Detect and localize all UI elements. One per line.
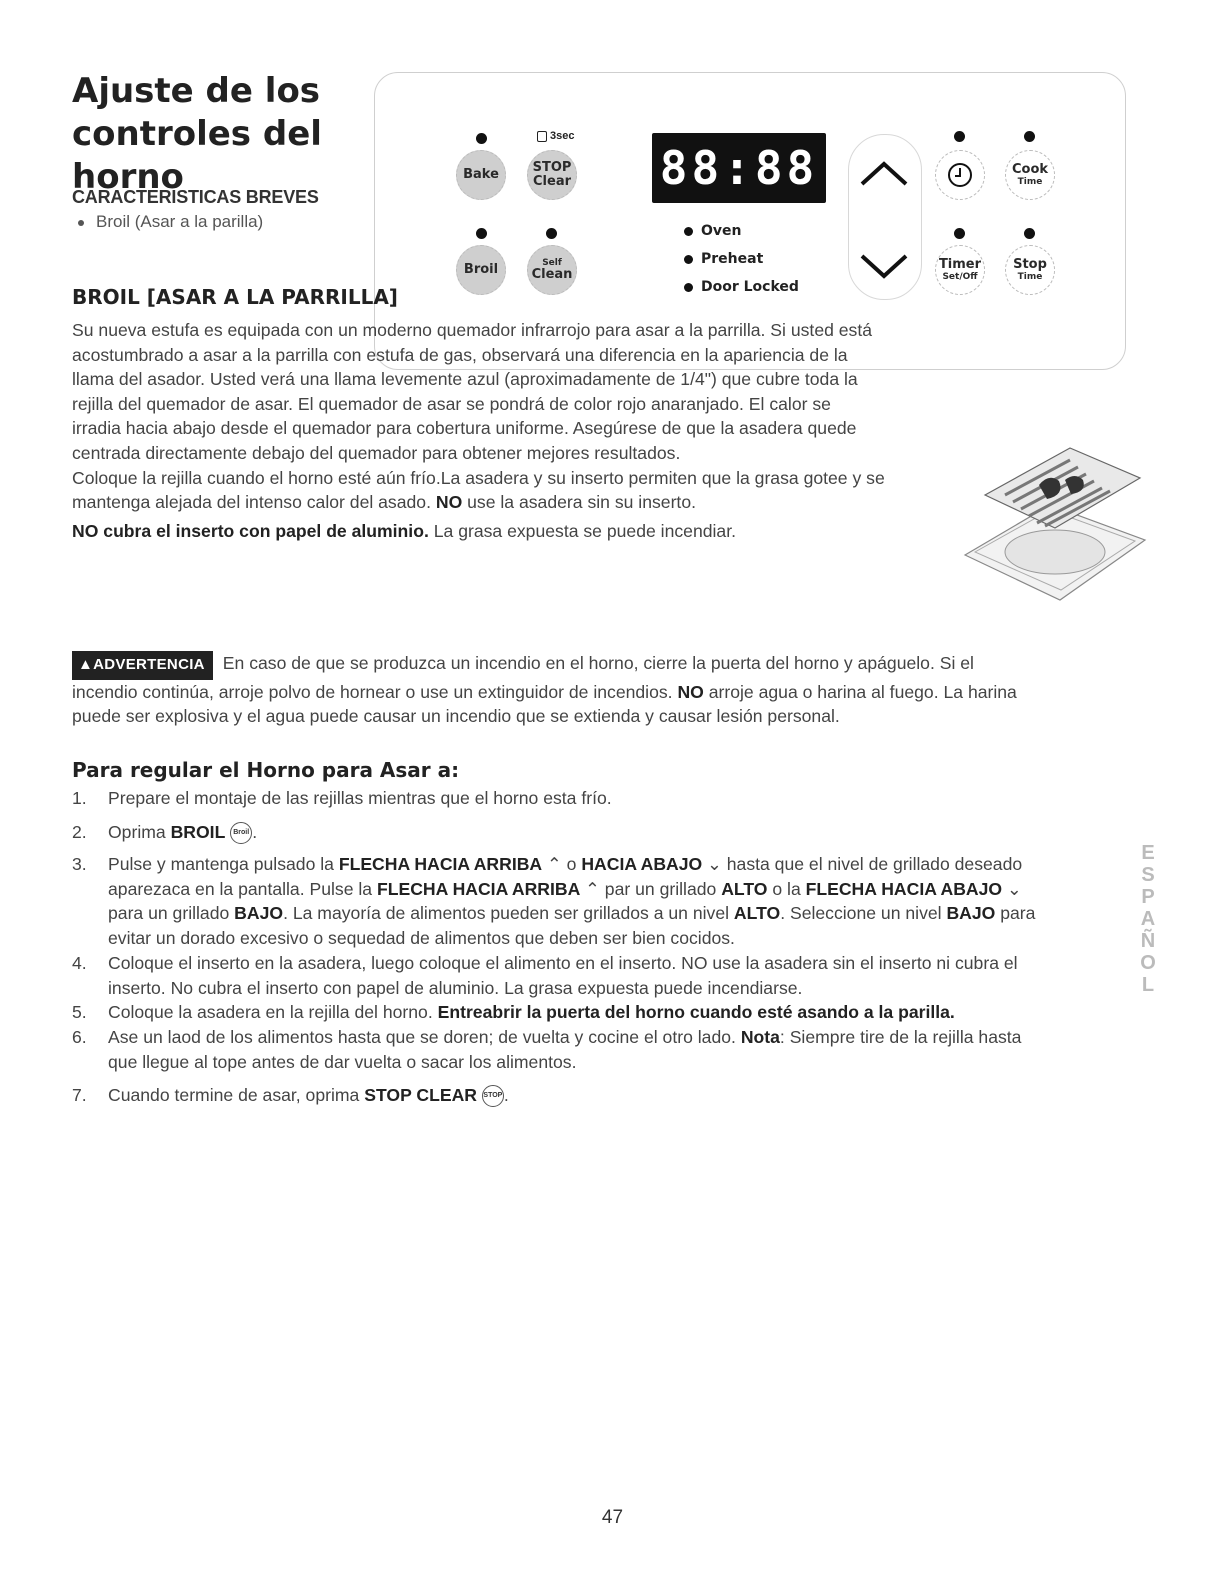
step-7: 7. Cuando termine de asar, oprima STOP CLEAR STOP.: [72, 1083, 1148, 1108]
side-label-letter: S: [1141, 864, 1155, 886]
broil-button[interactable]: Broil: [456, 245, 506, 295]
arrow-down-small-icon: ⌄: [1006, 878, 1022, 899]
bake-led: [476, 133, 487, 144]
indicator-led: [684, 255, 693, 264]
clock-button[interactable]: [935, 150, 985, 200]
arrow-up-small-icon: ⌃: [585, 878, 600, 899]
indicator-led: [684, 283, 693, 292]
side-label-letter: O: [1140, 952, 1156, 974]
arrow-up-small-icon: ⌃: [547, 854, 562, 874]
step-1: 1. Prepare el montaje de las rejillas mientras que el horno esta frío.: [72, 788, 612, 808]
page-title: Ajuste de los controles del horno: [72, 71, 322, 197]
self-clean-button[interactable]: Self Clean: [527, 245, 577, 295]
bullet-icon: [78, 220, 84, 226]
broil-button-icon: Broil: [230, 822, 252, 844]
side-label-letter: A: [1140, 908, 1156, 930]
digital-display: 88:88: [652, 133, 826, 203]
step-6: 6. Ase un laod de los alimentos hasta que se doren; de vuelta y cocine el otro lado. Nota: Siempre tire de la rejilla hasta que llegue al tope antes de dar vuelta o sacar los alimentos.: [72, 1027, 1022, 1072]
arrow-down-icon[interactable]: [858, 252, 910, 282]
step-5: 5. Coloque la asadera en la rejilla del horno. Entreabrir la puerta del horno cuando esté asando a la parilla.: [72, 1002, 955, 1022]
subtitle: CARACTERISTICAS BREVES: [72, 187, 319, 207]
stop-clear-button[interactable]: STOP Clear: [527, 150, 577, 200]
indicator-preheat: Preheat: [684, 251, 763, 267]
broil-led: [476, 228, 487, 239]
side-label-letter: Ñ: [1140, 930, 1156, 952]
indicator-oven: Oven: [684, 223, 742, 239]
timer-led: [954, 228, 965, 239]
timer-button[interactable]: Timer Set/Off: [935, 245, 985, 295]
clock-icon: [947, 162, 973, 188]
side-language-label: [1133, 842, 1163, 996]
indicator-door-locked: Door Locked: [684, 279, 799, 295]
side-label-letter: L: [1141, 974, 1155, 996]
self-clean-led: [546, 228, 557, 239]
indicator-led: [684, 227, 693, 236]
lock-hint: 3sec: [537, 130, 574, 142]
step-3: 3. Pulse y mantenga pulsado la FLECHA HACIA ARRIBA ⌃ o HACIA ABAJO ⌄ hasta que el nivel de grillado deseado aparezaca en la pantalla. Pulse la FLECHA HACIA ARRIBA ⌃ par un grillado ALTO o la FLECHA HACIA ABAJO ⌄ para un grillado BAJO. La mayoría de alimentos pueden ser grillados a un nivel ALTO. Seleccione un nivel BAJO para evitar un dorado excesivo o sequedad de alimentos que deben ser bien cocidos.: [72, 854, 1036, 948]
stop-clear-button-icon: STOP: [482, 1085, 504, 1107]
feature-bullet: Broil (Asar a la parilla): [78, 212, 263, 232]
step-4: 4. Coloque el inserto en la asadera, luego coloque el alimento en el inserto. NO use la asadera sin el inserto ni cubra el inserto. No cubra el inserto con papel de aluminio. La grasa expuesta puede incendiarse.: [72, 953, 1018, 998]
broil-description: Su nueva estufa es equipada con un moderno quemador infrarrojo para asar a la parrilla. Si usted está acostumbrado a asar a la parrilla con estufa de gas, observará una diferencia en la apariencia de la llama del asador. Usted verá una llama levemente azul (aproximadamente de 1/4") que cubre toda la rejilla del quemador de asar. El quemador de asar se pondrá de color rojo anaranjado. El calor se irradia hacia abajo desde el quemador para cobertura uniforme. Asegúrese de que la asadera quede centrada directamente debajo del quemador para obtener mejores resultados. Coloque la rejilla cuando el horno esté aún frío.La asadera y su inserto permiten que la grasa gotee y se mantenga alejada del intenso calor del asado. NO use la asadera sin su inserto. NO cubra el inserto con papel de aluminio. La grasa expuesta se puede incendiar.: [72, 320, 885, 541]
cook-time-led: [1024, 131, 1035, 142]
bake-button[interactable]: Bake: [456, 150, 506, 200]
arrow-down-small-icon: ⌄: [707, 854, 722, 874]
page-number: 47: [601, 1507, 624, 1528]
broil-heading: BROIL [ASAR A LA PARRILLA]: [72, 285, 398, 309]
procedure-heading: Para regular el Horno para Asar a:: [72, 758, 460, 782]
warning-triangle-icon: ▲: [78, 656, 94, 673]
side-label-letter: E: [1141, 842, 1155, 864]
step-2: 2. Oprima BROIL Broil .: [72, 820, 1148, 845]
stop-time-button[interactable]: Stop Time: [1005, 245, 1055, 295]
warning-block: ▲ADVERTENCIA En caso de que se produzca un incendio en el horno, cierre la puerta del horno y apáguelo. Si el incendio continúa, arroje polvo de hornear o use un extinguidor de incendios. NO arroje agua o harina al fuego. La harina puede ser explosiva y el agua puede causar un incendio que se extienda y causar lesión personal.: [72, 653, 1017, 727]
clock-led: [954, 131, 965, 142]
stop-time-led: [1024, 228, 1035, 239]
warning-badge: ▲ADVERTENCIA: [72, 651, 213, 680]
cook-time-button[interactable]: Cook Time: [1005, 150, 1055, 200]
broil-pan-illustration: [955, 440, 1155, 610]
lock-icon: [537, 131, 547, 142]
side-label-letter: P: [1141, 886, 1155, 908]
arrow-up-icon[interactable]: [858, 158, 910, 188]
